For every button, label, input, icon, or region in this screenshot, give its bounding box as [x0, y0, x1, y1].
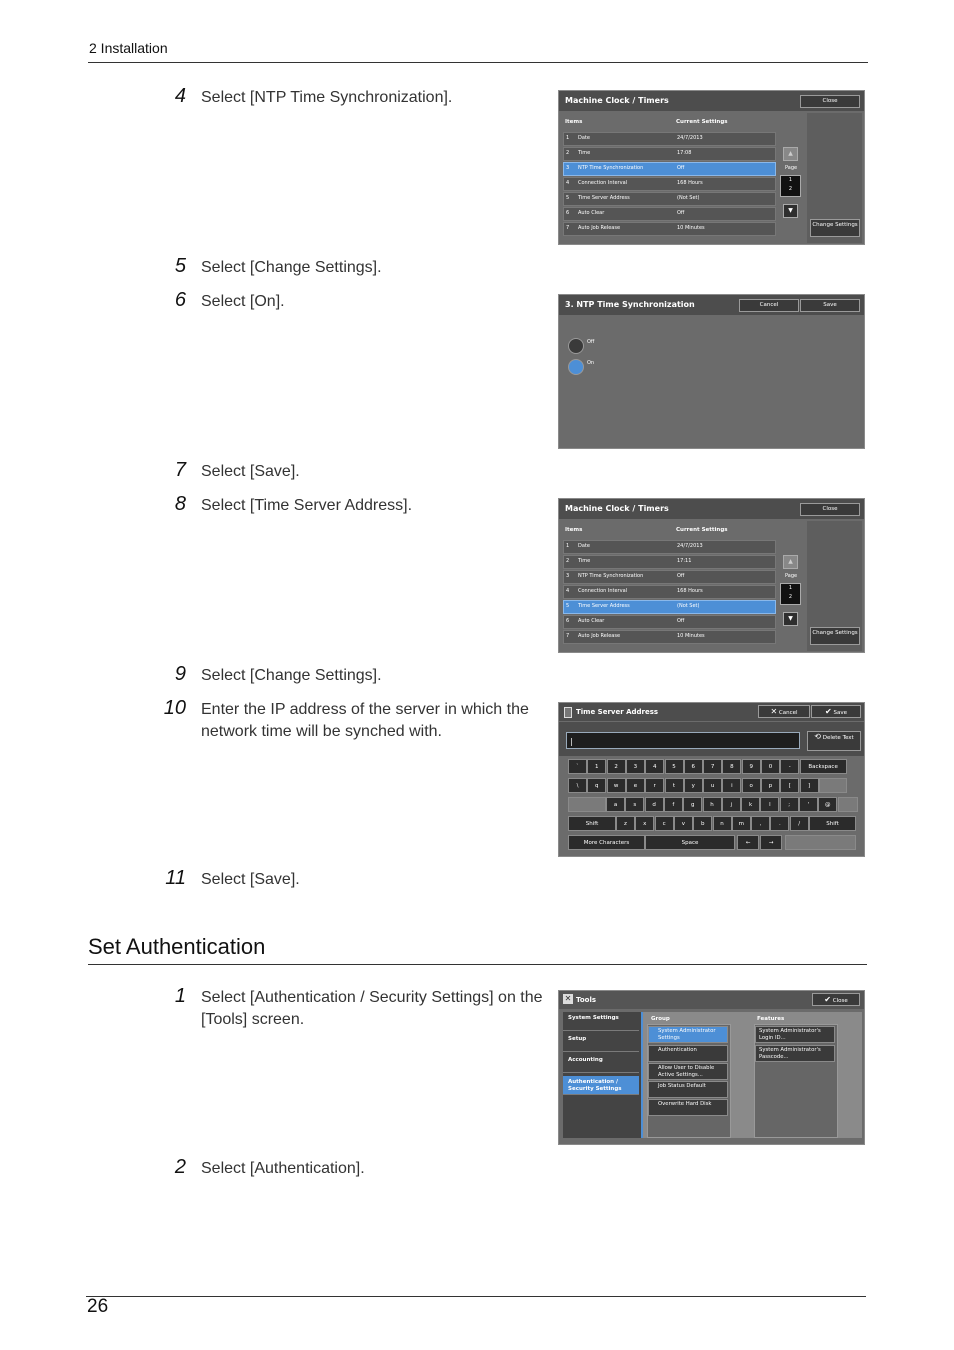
settings-row[interactable]: [563, 555, 776, 569]
row-value: Off: [677, 573, 685, 579]
key[interactable]: u: [703, 778, 722, 793]
row-label: Connection Interval: [578, 588, 628, 594]
group-item-authentication[interactable]: Authentication: [648, 1045, 728, 1062]
server-address-input[interactable]: |: [566, 732, 800, 749]
key[interactable]: ,: [751, 816, 770, 831]
delete-text-button[interactable]: [807, 731, 861, 751]
row-value: 168 Hours: [677, 588, 703, 594]
step-text: Select [On].: [201, 293, 285, 310]
footer-rule: [86, 1296, 866, 1297]
radio-off-label: Off: [587, 339, 595, 345]
step-number: 5: [174, 255, 186, 277]
features-label: Features: [757, 1016, 785, 1022]
save-button[interactable]: [811, 705, 861, 718]
screen-title: Time Server Address: [576, 708, 659, 716]
row-number: 6: [566, 210, 570, 216]
key[interactable]: -: [780, 759, 799, 774]
key[interactable]: 7: [703, 759, 722, 774]
key[interactable]: w: [607, 778, 626, 793]
header-rule: [88, 62, 868, 63]
row-number: 2: [566, 558, 570, 564]
row-label: Auto Job Release: [578, 633, 621, 639]
row-value: 10 Minutes: [677, 225, 705, 231]
page-total: 2: [788, 186, 793, 192]
key[interactable]: .: [770, 816, 789, 831]
save-label: Save: [833, 710, 847, 716]
step-text: Select [Authentication].: [201, 1160, 365, 1177]
key[interactable]: h: [703, 797, 722, 812]
key[interactable]: ': [799, 797, 818, 812]
key[interactable]: l: [760, 797, 779, 812]
row-value: (Not Set): [677, 195, 700, 201]
cancel-button[interactable]: [758, 705, 810, 718]
blank-key: [819, 778, 847, 793]
screen-title: Machine Clock / Timers: [565, 96, 669, 105]
step-text: Select [Change Settings].: [201, 667, 382, 684]
row-label: NTP Time Synchronization: [578, 573, 644, 579]
key[interactable]: g: [683, 797, 702, 812]
row-number: 7: [566, 225, 570, 231]
row-value: 17:08: [677, 150, 692, 156]
col-items: Items: [565, 119, 583, 125]
page-label: Page: [785, 573, 798, 579]
close-label: Close: [832, 998, 848, 1004]
settings-row[interactable]: [563, 207, 776, 221]
step-number: 2: [174, 1156, 186, 1178]
key[interactable]: z: [616, 816, 635, 831]
cancel-button[interactable]: Cancel: [739, 299, 799, 312]
row-label: Date: [578, 135, 590, 141]
key[interactable]: ;: [780, 797, 799, 812]
key[interactable]: \: [568, 778, 587, 793]
space-key[interactable]: Space: [645, 835, 735, 850]
sidebar-item-accounting[interactable]: Accounting: [563, 1054, 639, 1073]
more-characters-key[interactable]: More Characters: [568, 835, 645, 850]
page-number: 26: [87, 1296, 109, 1317]
key[interactable]: e: [626, 778, 645, 793]
step-number: 7: [174, 459, 186, 481]
key[interactable]: o: [742, 778, 761, 793]
key[interactable]: k: [741, 797, 760, 812]
radio-on[interactable]: [568, 359, 584, 375]
settings-row[interactable]: [563, 177, 776, 191]
row-value: 24/7/2013: [677, 543, 703, 549]
row-label: Date: [578, 543, 590, 549]
settings-row[interactable]: [563, 192, 776, 206]
save-button[interactable]: Save: [800, 299, 860, 312]
key[interactable]: f: [664, 797, 683, 812]
key[interactable]: 8: [722, 759, 741, 774]
radio-off[interactable]: [568, 338, 584, 354]
page-down-icon[interactable]: ▼: [783, 204, 798, 218]
radio-on-label: On: [587, 360, 595, 366]
backspace-key[interactable]: Backspace: [800, 759, 847, 774]
check-icon: ✔: [824, 995, 831, 1004]
key[interactable]: a: [606, 797, 625, 812]
settings-row-selected[interactable]: [563, 600, 776, 614]
settings-row-selected[interactable]: [563, 162, 776, 176]
check-icon: ✔: [825, 707, 832, 716]
screenshot-machine-clock-server: [558, 498, 865, 653]
row-label: Connection Interval: [578, 180, 628, 186]
change-settings-button[interactable]: Change Settings: [810, 627, 860, 645]
key[interactable]: x: [635, 816, 654, 831]
settings-row[interactable]: [563, 630, 776, 644]
row-number: 3: [566, 573, 570, 579]
step-number: 6: [174, 289, 186, 311]
key[interactable]: p: [761, 778, 780, 793]
page-total: 2: [788, 594, 793, 600]
sidebar-item-authentication-security[interactable]: Authentication / Security Settings: [563, 1076, 639, 1095]
row-value: 24/7/2013: [677, 135, 703, 141]
step-number: 10: [163, 697, 186, 719]
row-number: 7: [566, 633, 570, 639]
step-text: Select [Change Settings].: [201, 259, 382, 276]
row-label: Time Server Address: [578, 603, 630, 609]
arrow-left-icon[interactable]: ←: [737, 835, 759, 850]
row-number: 5: [566, 195, 570, 201]
row-value: Off: [677, 210, 685, 216]
row-label: Auto Clear: [578, 210, 605, 216]
close-button[interactable]: Close: [800, 95, 860, 108]
group-item-allow-user[interactable]: Allow User to Disable Active Settings...: [648, 1063, 728, 1080]
screenshot-time-server-keyboard: [558, 702, 865, 857]
step-text: Select [Save].: [201, 463, 300, 480]
row-value: 10 Minutes: [677, 633, 705, 639]
page-up-icon[interactable]: ▲: [783, 555, 798, 569]
step-text: Select [NTP Time Synchronization].: [201, 89, 453, 106]
row-label: Auto Job Release: [578, 225, 621, 231]
group-item-sysadmin[interactable]: System Administrator Settings: [648, 1026, 728, 1043]
col-current-settings: Current Settings: [676, 527, 728, 533]
shift-key-left[interactable]: Shift: [568, 816, 616, 831]
settings-row[interactable]: [563, 540, 776, 554]
key[interactable]: c: [655, 816, 674, 831]
key[interactable]: j: [722, 797, 741, 812]
screen-title: 3. NTP Time Synchronization: [565, 300, 695, 309]
step-text: Enter the IP address of the server in which the network time will be synched with.: [201, 701, 529, 740]
key[interactable]: y: [684, 778, 703, 793]
step-number: 11: [165, 867, 186, 889]
step-text: Select [Authentication / Security Settings] on the [Tools] screen.: [201, 989, 543, 1028]
step-number: 8: [174, 493, 186, 515]
group-item-job-status[interactable]: Job Status Default: [648, 1081, 728, 1098]
key[interactable]: /: [790, 816, 809, 831]
close-icon: ✕: [770, 707, 778, 716]
sidebar-item-system-settings[interactable]: System Settings: [563, 1012, 639, 1031]
page-up-icon[interactable]: ▲: [783, 147, 798, 161]
tools-icon: ✕: [564, 994, 572, 1003]
row-number: 6: [566, 618, 570, 624]
row-number: 5: [566, 603, 570, 609]
step-number: 9: [174, 663, 186, 685]
undo-icon: ⟲: [814, 732, 821, 741]
chapter-header: 2 Installation: [89, 40, 168, 56]
row-number: 1: [566, 543, 570, 549]
col-items: Items: [565, 527, 583, 533]
col-current-settings: Current Settings: [676, 119, 728, 125]
step-text: Select [Save].: [201, 871, 300, 888]
key[interactable]: m: [732, 816, 751, 831]
blank-key: [568, 797, 606, 812]
row-label: Auto Clear: [578, 618, 605, 624]
row-value: Off: [677, 618, 685, 624]
screen-title: Machine Clock / Timers: [565, 504, 669, 513]
cancel-label: Cancel: [778, 710, 798, 716]
settings-row[interactable]: [563, 585, 776, 599]
row-number: 4: [566, 180, 570, 186]
row-value: (Not Set): [677, 603, 700, 609]
document-icon: [564, 707, 572, 718]
section-title: Set Authentication: [88, 934, 266, 959]
key[interactable]: t: [665, 778, 684, 793]
feature-passcode[interactable]: System Administrator's Passcode...: [755, 1045, 835, 1062]
row-number: 1: [566, 135, 570, 141]
page-indicator: [780, 175, 801, 197]
blank-key: [838, 797, 858, 812]
settings-row[interactable]: [563, 222, 776, 236]
row-value: 168 Hours: [677, 180, 703, 186]
key[interactable]: @: [818, 797, 837, 812]
row-number: 4: [566, 588, 570, 594]
key[interactable]: v: [674, 816, 693, 831]
page-current: 1: [788, 177, 793, 183]
sidebar-item-setup[interactable]: Setup: [563, 1033, 639, 1052]
screen-title: Tools: [576, 996, 597, 1004]
arrow-right-icon[interactable]: →: [760, 835, 782, 850]
key[interactable]: i: [722, 778, 741, 793]
screenshot-tools: [558, 990, 865, 1145]
section-rule: [88, 964, 867, 965]
page-current: 1: [788, 585, 793, 591]
group-item-overwrite-disk[interactable]: Overwrite Hard Disk: [648, 1099, 728, 1116]
row-number: 3: [566, 165, 570, 171]
close-button[interactable]: [812, 993, 860, 1006]
feature-login-id[interactable]: System Administrator's Login ID...: [755, 1026, 835, 1043]
key[interactable]: n: [713, 816, 732, 831]
settings-row[interactable]: [563, 570, 776, 584]
key[interactable]: r: [645, 778, 664, 793]
row-label: NTP Time Synchronization: [578, 165, 644, 171]
page-label: Page: [785, 165, 798, 171]
row-label: Time Server Address: [578, 195, 630, 201]
change-settings-button[interactable]: Change Settings: [810, 219, 860, 237]
row-value: Off: [677, 165, 685, 171]
key[interactable]: `: [568, 759, 587, 774]
key[interactable]: 2: [607, 759, 626, 774]
key[interactable]: [: [780, 778, 799, 793]
key[interactable]: 6: [684, 759, 703, 774]
page-down-icon[interactable]: ▼: [783, 612, 798, 626]
step-text: Select [Time Server Address].: [201, 497, 413, 514]
key[interactable]: q: [587, 778, 606, 793]
key[interactable]: b: [693, 816, 712, 831]
key[interactable]: 4: [645, 759, 664, 774]
row-label: Time: [578, 150, 591, 156]
screenshot-ntp-sync: [558, 294, 865, 449]
blank-key: [785, 835, 856, 850]
row-value: 17:11: [677, 558, 692, 564]
settings-row[interactable]: [563, 147, 776, 161]
key[interactable]: 9: [742, 759, 761, 774]
key[interactable]: d: [645, 797, 664, 812]
key[interactable]: 0: [761, 759, 780, 774]
key[interactable]: 5: [665, 759, 684, 774]
row-label: Time: [578, 558, 591, 564]
key[interactable]: 1: [587, 759, 606, 774]
key[interactable]: 3: [626, 759, 645, 774]
group-label: Group: [651, 1016, 670, 1022]
step-number: 4: [174, 85, 186, 107]
shift-key-right[interactable]: Shift: [809, 816, 856, 831]
settings-row[interactable]: [563, 132, 776, 146]
key[interactable]: ]: [800, 778, 819, 793]
settings-row[interactable]: [563, 615, 776, 629]
page-indicator: [780, 583, 801, 605]
key[interactable]: s: [625, 797, 644, 812]
close-button[interactable]: Close: [800, 503, 860, 516]
step-number: 1: [174, 985, 186, 1007]
screenshot-machine-clock-ntp: [558, 90, 865, 245]
delete-text-label: Delete Text: [822, 735, 854, 741]
row-number: 2: [566, 150, 570, 156]
